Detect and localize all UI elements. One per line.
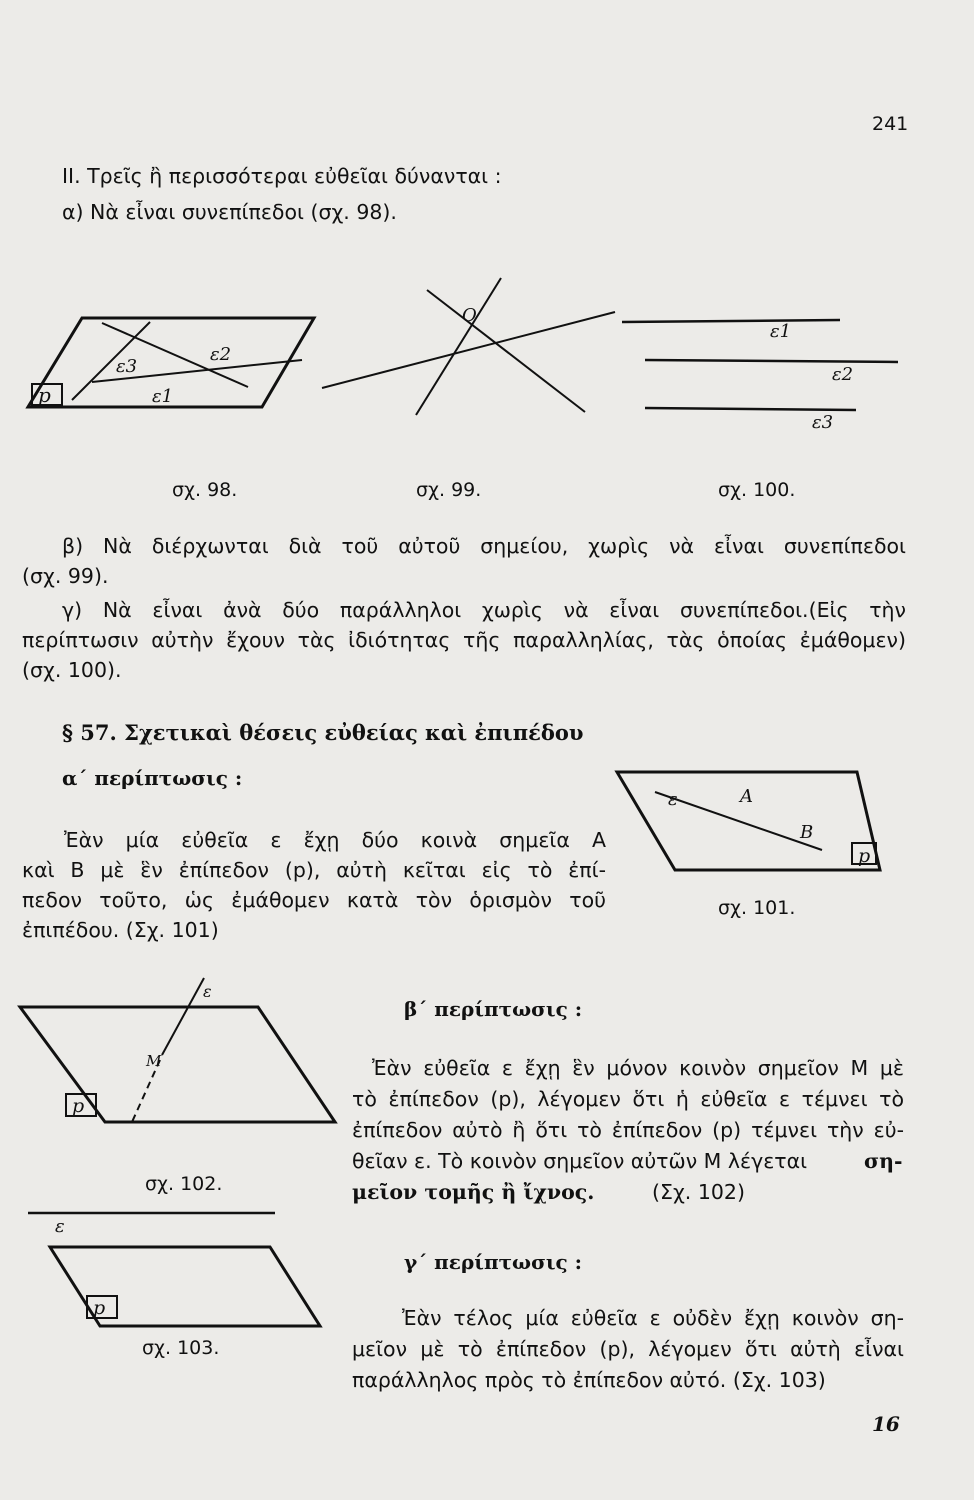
- intro-line-ii: II. Τρεῖς ἢ περισσότεραι εὐθεῖαι δύνανται :: [62, 164, 502, 188]
- label-e2-100: ε2: [832, 364, 854, 385]
- caption-98: σχ. 98.: [172, 479, 238, 501]
- label-p-102: p: [72, 1095, 85, 1117]
- intro-line-alpha: α) Νὰ εἶναι συνεπίπεδοι (σχ. 98).: [62, 200, 397, 224]
- case-b-line-1: Ἐὰν εὐθεῖα ε ἔχῃ ἓν μόνον κοινὸν σημεῖον Μ μὲ: [372, 1056, 904, 1080]
- case-b-line-5b: (Σχ. 102): [652, 1180, 745, 1204]
- case-b-line-4a: θεῖαν ε. Τὸ κοινὸν σημεῖον αὐτῶν Μ λέγεται: [352, 1149, 808, 1173]
- caption-103: σχ. 103.: [142, 1337, 220, 1359]
- caption-101: σχ. 101.: [718, 897, 796, 919]
- line-e-101: [655, 792, 822, 850]
- label-p-103: p: [93, 1297, 106, 1319]
- label-M-102: M: [146, 1052, 162, 1070]
- para-beta-line-1: β) Νὰ διέρχωνται διὰ τοῦ αὐτοῦ σημείου, χωρὶς νὰ εἶναι συνεπίπεδοι: [62, 534, 906, 558]
- label-e1-100: ε1: [770, 321, 792, 342]
- case-c-heading: γ΄ περίπτωσις :: [404, 1250, 583, 1274]
- plane-p-102: [20, 1007, 335, 1122]
- figure-102: [20, 978, 335, 1122]
- para-gamma-line-3: (σχ. 100).: [22, 658, 122, 682]
- case-a-line-1: Ἐὰν μία εὐθεῖα ε ἔχῃ δύο κοινὰ σημεῖα Α: [64, 828, 606, 852]
- para-gamma-line-1: γ) Νὰ εἶναι ἀνὰ δύο παράλληλοι χωρὶς νὰ εἶναι συνεπίπεδοι.(Εἰς τὴν: [62, 598, 906, 622]
- case-b-line-2: τὸ ἐπίπεδον (p), λέγομεν ὅτι ἡ εὐθεῖα ε τέμνει τὸ: [352, 1087, 904, 1111]
- para-beta-line-2: (σχ. 99).: [22, 564, 109, 588]
- case-a-line-4: ἐπιπέδου. (Σχ. 101): [22, 918, 219, 942]
- label-O-99: O: [462, 305, 477, 326]
- case-c-line-2: μεῖον μὲ τὸ ἐπίπεδον (p), λέγομεν ὅτι αὐτὴ εἶναι: [352, 1337, 904, 1361]
- label-p-98: p: [38, 383, 51, 407]
- case-a-line-2: καὶ Β μὲ ἓν ἐπίπεδον (p), αὐτὴ κεῖται εἰς τὸ ἐπί-: [22, 858, 606, 882]
- case-b-heading: β΄ περίπτωσις :: [404, 997, 583, 1021]
- label-e2-98: ε2: [210, 344, 232, 365]
- label-A-101: A: [740, 786, 753, 807]
- case-c-line-1: Ἐὰν τέλος μία εὐθεῖα ε οὐδὲν ἔχῃ κοινὸν ση-: [402, 1306, 904, 1330]
- label-e1-98: ε1: [152, 386, 174, 407]
- label-e-102: ε: [203, 982, 212, 1001]
- case-c-line-3: παράλληλος πρὸς τὸ ἐπίπεδον αὐτό. (Σχ. 103): [352, 1368, 826, 1392]
- signature-number: 16: [872, 1412, 900, 1436]
- case-a-line-3: πεδον τοῦτο, ὡς ἐμάθομεν κατὰ τὸν ὁρισμὸν τοῦ: [22, 888, 606, 912]
- case-a-heading: α΄ περίπτωσις :: [62, 766, 243, 790]
- caption-100: σχ. 100.: [718, 479, 796, 501]
- label-e3-100: ε3: [812, 412, 834, 433]
- page-number: 241: [872, 113, 909, 135]
- figure-103: [28, 1213, 320, 1326]
- caption-102: σχ. 102.: [145, 1173, 223, 1195]
- para-gamma-line-2: περίπτωσιν αὐτὴν ἔχουν τὰς ἰδιότητας τῆς παραλληλίας, τὰς ὁποίας ἐμάθομεν): [22, 628, 906, 652]
- case-b-line-3: ἐπίπεδον αὐτὸ ἢ ὅτι τὸ ἐπίπεδον (p) τέμνει τὴν εὐ-: [352, 1118, 904, 1142]
- label-p-101: p: [858, 845, 871, 867]
- line-e-upper-102: [162, 978, 204, 1055]
- label-e-101: ε: [668, 789, 678, 810]
- section-heading: § 57. Σχετικαὶ θέσεις εὐθείας καὶ ἐπιπέδου: [62, 720, 584, 745]
- label-e3-98: ε3: [116, 356, 138, 377]
- plane-p-103: [50, 1247, 320, 1326]
- case-b-term: μεῖον τομῆς ἢ ἴχνος.: [352, 1180, 595, 1204]
- label-e-103: ε: [55, 1216, 65, 1237]
- case-b-line-4b: ση-: [864, 1149, 903, 1173]
- label-B-101: B: [800, 822, 814, 843]
- caption-99: σχ. 99.: [416, 479, 482, 501]
